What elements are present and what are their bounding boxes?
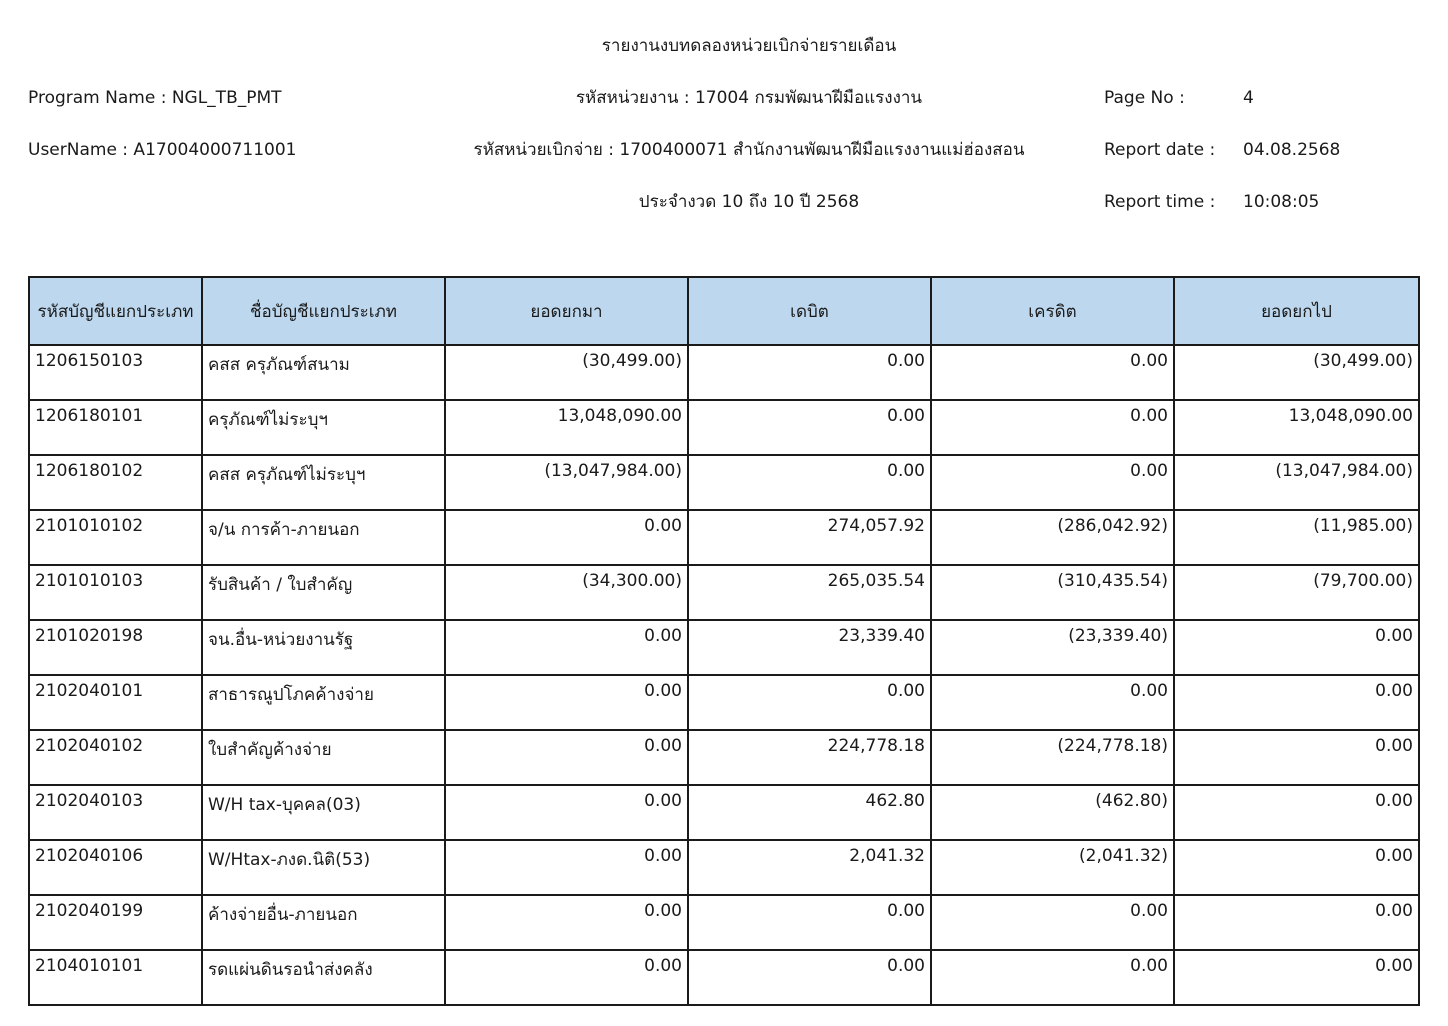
- table-row: [29, 895, 1419, 950]
- cell-brought-forward: 0.00: [445, 675, 688, 730]
- table-row: [29, 620, 1419, 675]
- cell-brought-forward: (34,300.00): [445, 565, 688, 620]
- cell-debit: 0.00: [688, 675, 931, 730]
- cell-debit: 2,041.32: [688, 840, 931, 895]
- cell-debit: 462.80: [688, 785, 931, 840]
- table-row: [29, 565, 1419, 620]
- cell-carried-forward: 0.00: [1174, 675, 1419, 730]
- agency-code: รหัสหน่วยงาน : 17004 กรมพัฒนาฝีมือแรงงาน: [575, 88, 923, 108]
- user-name: UserName : A17004000711001: [28, 140, 297, 160]
- header-credit: เครดิต: [931, 277, 1174, 345]
- cell-account-name: ครุภัณฑ์ไม่ระบุฯ: [202, 400, 445, 455]
- cell-account-code: 1206180102: [29, 455, 202, 510]
- cell-credit: (286,042.92): [931, 510, 1174, 565]
- cell-carried-forward: (79,700.00): [1174, 565, 1419, 620]
- cell-carried-forward: 0.00: [1174, 950, 1419, 1005]
- cell-credit: 0.00: [931, 345, 1174, 400]
- cell-carried-forward: 0.00: [1174, 785, 1419, 840]
- cell-debit: 265,035.54: [688, 565, 931, 620]
- cell-account-code: 2102040199: [29, 895, 202, 950]
- cell-debit: 224,778.18: [688, 730, 931, 785]
- report-date-label: Report date :: [1104, 140, 1216, 160]
- cell-debit: 0.00: [688, 455, 931, 510]
- cell-credit: (2,041.32): [931, 840, 1174, 895]
- cell-account-name: คสส ครุภัณฑ์สนาม: [202, 345, 445, 400]
- cell-debit: 274,057.92: [688, 510, 931, 565]
- table-row: [29, 950, 1419, 1005]
- cell-debit: 0.00: [688, 345, 931, 400]
- cell-credit: (462.80): [931, 785, 1174, 840]
- table-row: [29, 840, 1419, 895]
- cell-account-name: จน.อื่น-หน่วยงานรัฐ: [202, 620, 445, 675]
- cell-credit: 0.00: [931, 895, 1174, 950]
- cell-brought-forward: (13,047,984.00): [445, 455, 688, 510]
- cell-brought-forward: 0.00: [445, 785, 688, 840]
- cell-debit: 0.00: [688, 400, 931, 455]
- table-row: [29, 455, 1419, 510]
- cell-brought-forward: 13,048,090.00: [445, 400, 688, 455]
- cell-account-code: 2102040106: [29, 840, 202, 895]
- cell-credit: (224,778.18): [931, 730, 1174, 785]
- cell-account-name: ใบสำคัญค้างจ่าย: [202, 730, 445, 785]
- cell-account-code: 2102040101: [29, 675, 202, 730]
- cell-account-code: 2101020198: [29, 620, 202, 675]
- cell-carried-forward: (30,499.00): [1174, 345, 1419, 400]
- cell-carried-forward: 0.00: [1174, 840, 1419, 895]
- page-no-label: Page No :: [1104, 88, 1185, 108]
- disbursing-unit: รหัสหน่วยเบิกจ่าย : 1700400071 สำนักงานพัฒนาฝีมือแรงงานแม่ฮ่องสอน: [473, 140, 1025, 160]
- header-carried-forward: ยอดยกไป: [1174, 277, 1419, 345]
- cell-brought-forward: (30,499.00): [445, 345, 688, 400]
- cell-account-name: จ/น การค้า-ภายนอก: [202, 510, 445, 565]
- header-debit: เดบิต: [688, 277, 931, 345]
- cell-credit: 0.00: [931, 400, 1174, 455]
- cell-account-name: ค้างจ่ายอื่น-ภายนอก: [202, 895, 445, 950]
- cell-account-code: 1206180101: [29, 400, 202, 455]
- report-period: ประจำงวด 10 ถึง 10 ปี 2568: [638, 192, 860, 212]
- cell-carried-forward: (13,047,984.00): [1174, 455, 1419, 510]
- trial-balance-table: [28, 276, 1420, 1006]
- table-row: [29, 730, 1419, 785]
- cell-brought-forward: 0.00: [445, 840, 688, 895]
- cell-debit: 23,339.40: [688, 620, 931, 675]
- cell-account-code: 1206150103: [29, 345, 202, 400]
- report-time-value: 10:08:05: [1243, 192, 1320, 212]
- cell-account-name: คสส ครุภัณฑ์ไม่ระบุฯ: [202, 455, 445, 510]
- cell-credit: (23,339.40): [931, 620, 1174, 675]
- report-date-value: 04.08.2568: [1243, 140, 1341, 160]
- table-row: [29, 510, 1419, 565]
- cell-debit: 0.00: [688, 895, 931, 950]
- cell-account-code: 2104010101: [29, 950, 202, 1005]
- report-time-label: Report time :: [1104, 192, 1216, 212]
- table-row: [29, 400, 1419, 455]
- table-row: [29, 345, 1419, 400]
- cell-account-code: 2102040103: [29, 785, 202, 840]
- cell-carried-forward: 0.00: [1174, 730, 1419, 785]
- cell-debit: 0.00: [688, 950, 931, 1005]
- header-brought-forward: ยอดยกมา: [445, 277, 688, 345]
- table-row: [29, 675, 1419, 730]
- table-row: [29, 785, 1419, 840]
- cell-account-name: รดแผ่นดินรอนำส่งคลัง: [202, 950, 445, 1005]
- cell-brought-forward: 0.00: [445, 950, 688, 1005]
- header-account-code: รหัสบัญชีแยกประเภท: [29, 277, 202, 345]
- cell-credit: 0.00: [931, 950, 1174, 1005]
- cell-carried-forward: 0.00: [1174, 620, 1419, 675]
- cell-account-name: รับสินค้า / ใบสำคัญ: [202, 565, 445, 620]
- program-name: Program Name : NGL_TB_PMT: [28, 88, 282, 108]
- cell-account-name: W/Htax-ภงด.นิติ(53): [202, 840, 445, 895]
- report-title: รายงานงบทดลองหน่วยเบิกจ่ายรายเดือน: [601, 36, 897, 56]
- page-no-value: 4: [1243, 88, 1254, 108]
- cell-carried-forward: 13,048,090.00: [1174, 400, 1419, 455]
- cell-brought-forward: 0.00: [445, 895, 688, 950]
- cell-account-code: 2101010103: [29, 565, 202, 620]
- cell-credit: 0.00: [931, 455, 1174, 510]
- cell-credit: 0.00: [931, 675, 1174, 730]
- cell-carried-forward: (11,985.00): [1174, 510, 1419, 565]
- cell-carried-forward: 0.00: [1174, 895, 1419, 950]
- cell-brought-forward: 0.00: [445, 510, 688, 565]
- header-account-name: ชื่อบัญชีแยกประเภท: [202, 277, 445, 345]
- cell-account-name: W/H tax-บุคคล(03): [202, 785, 445, 840]
- cell-brought-forward: 0.00: [445, 620, 688, 675]
- table-header-row: [29, 277, 1419, 345]
- cell-brought-forward: 0.00: [445, 730, 688, 785]
- cell-account-code: 2101010102: [29, 510, 202, 565]
- cell-account-code: 2102040102: [29, 730, 202, 785]
- cell-credit: (310,435.54): [931, 565, 1174, 620]
- table-body: [29, 345, 1419, 1005]
- cell-account-name: สาธารณูปโภคค้างจ่าย: [202, 675, 445, 730]
